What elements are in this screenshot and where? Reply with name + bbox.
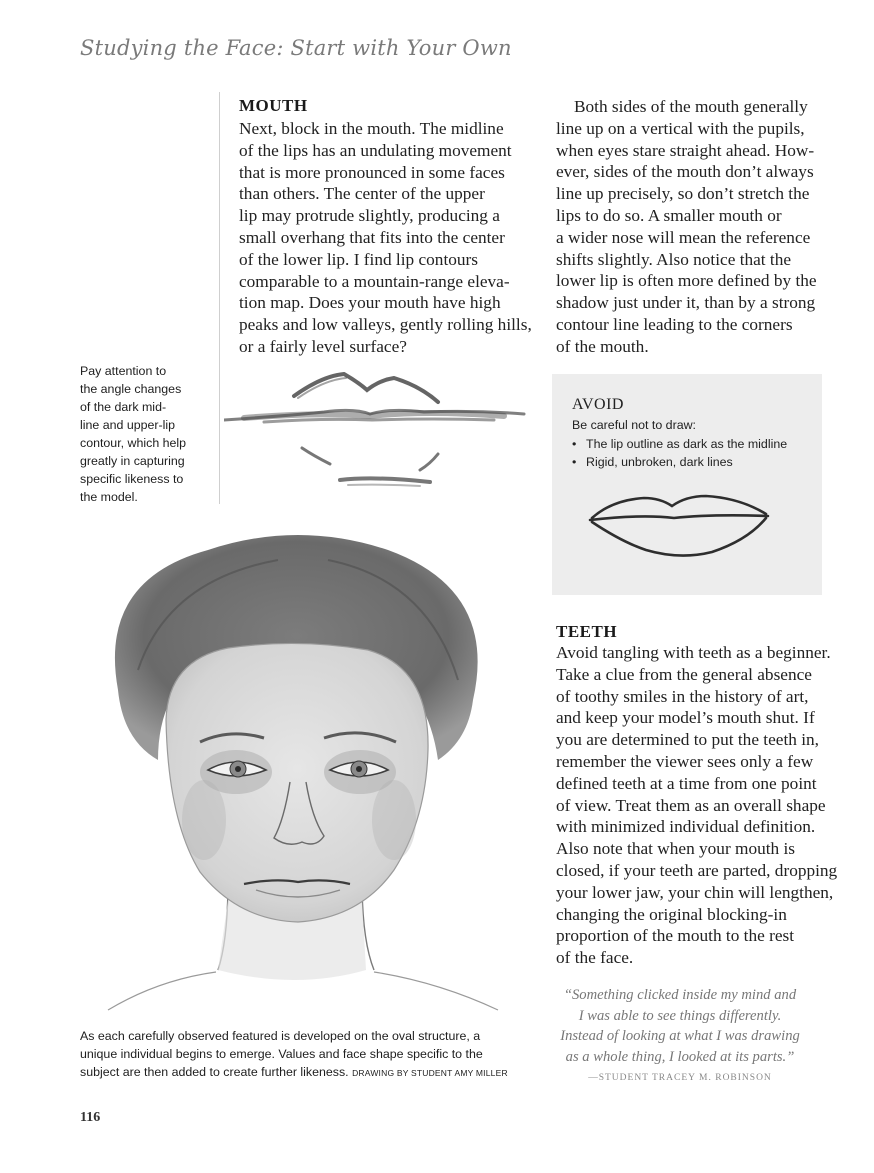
caption-line: of the dark mid- bbox=[80, 400, 167, 414]
caption-line: unique individual begins to emerge. Values and face shape specific to the bbox=[80, 1047, 483, 1061]
caption-line: As each carefully observed featured is developed on the oval structure, a bbox=[80, 1029, 481, 1043]
portrait-caption bbox=[80, 1027, 540, 1082]
text-line: remember the viewer sees only a few bbox=[556, 751, 814, 771]
text-line: comparable to a mountain-range eleva- bbox=[239, 271, 510, 291]
text-line: defined teeth at a time from one point bbox=[556, 773, 817, 793]
teeth-heading: TEETH bbox=[556, 622, 618, 641]
lips-sketch bbox=[224, 368, 534, 498]
caption-line: line and upper-lip bbox=[80, 418, 176, 432]
text-line: line up on a vertical with the pupils, bbox=[556, 118, 805, 138]
avoid-lips-sketch bbox=[582, 488, 782, 568]
quote-line: I was able to see things differently. bbox=[578, 1007, 782, 1024]
avoid-box bbox=[552, 374, 822, 595]
text-line: lips to do so. A smaller mouth or bbox=[556, 205, 782, 225]
text-line: lower lip is often more defined by the bbox=[556, 271, 817, 291]
text-line: of the lower lip. I find lip contours bbox=[239, 249, 479, 269]
quote-line: as a whole thing, I looked at its parts.” bbox=[565, 1048, 795, 1065]
text-line: contour line leading to the corners bbox=[556, 314, 793, 334]
caption-line: Pay attention to bbox=[80, 364, 167, 378]
text-line: Next, block in the mouth. The midline bbox=[239, 119, 504, 138]
text-line: you are determined to put the teeth in, bbox=[556, 730, 819, 750]
text-line: of view. Treat them as an overall shape bbox=[556, 795, 826, 815]
bullet-icon: • bbox=[572, 455, 577, 469]
text-line: a wider nose will mean the reference bbox=[556, 227, 811, 247]
bullet-icon: • bbox=[572, 437, 577, 451]
text-line: peaks and low valleys, gently rolling hills, bbox=[239, 315, 532, 335]
lips-caption bbox=[80, 362, 215, 506]
text-line: of the lips has an undulating movement bbox=[239, 140, 512, 160]
text-line: Both sides of the mouth generally bbox=[574, 97, 808, 116]
caption-line: contour, which help bbox=[80, 436, 187, 450]
text-line: Also note that when your mouth is bbox=[556, 839, 796, 859]
mouth-paragraph bbox=[239, 118, 539, 358]
column-divider bbox=[219, 92, 220, 504]
text-line: line up precisely, so don’t stretch the bbox=[556, 184, 810, 204]
text-line: or a fairly level surface? bbox=[239, 336, 407, 356]
text-line: shifts slightly. Also notice that the bbox=[556, 249, 792, 269]
caption-line: the model. bbox=[80, 490, 138, 504]
text-line: proportion of the mouth to the rest bbox=[556, 926, 795, 946]
text-line: tion map. Does your mouth have high bbox=[239, 293, 501, 313]
text-line: changing the original blocking-in bbox=[556, 904, 787, 924]
quote-line: Instead of looking at what I was drawing bbox=[560, 1028, 800, 1044]
portrait-drawing bbox=[78, 520, 528, 1020]
mouth-heading: MOUTH bbox=[239, 96, 308, 115]
text-line: of the face. bbox=[556, 948, 634, 968]
text-line: shadow just under it, than by a strong bbox=[556, 293, 816, 313]
avoid-item bbox=[572, 453, 817, 471]
text-line: with minimized individual definition. bbox=[556, 817, 816, 837]
avoid-list bbox=[572, 435, 817, 471]
text-line: of the mouth. bbox=[556, 336, 649, 356]
drawing-credit: DRAWING BY STUDENT AMY MILLER bbox=[352, 1068, 508, 1078]
avoid-title: AVOID bbox=[572, 396, 624, 413]
text-line: closed, if your teeth are parted, dropping bbox=[556, 860, 838, 880]
avoid-item-text: Rigid, unbroken, dark lines bbox=[586, 455, 733, 469]
text-line: when eyes stare straight ahead. How- bbox=[556, 140, 815, 160]
caption-line: greatly in capturing bbox=[80, 454, 185, 468]
text-line: lip may protrude slightly, producing a bbox=[239, 206, 500, 226]
avoid-item-text: The lip outline as dark as the midline bbox=[586, 437, 788, 451]
avoid-item bbox=[572, 435, 817, 453]
text-line: and keep your model’s mouth shut. If bbox=[556, 708, 815, 728]
caption-line: the angle changes bbox=[80, 382, 182, 396]
text-line: small overhang that fits into the center bbox=[239, 227, 505, 247]
text-line: Avoid tangling with teeth as a beginner. bbox=[556, 643, 831, 662]
quote-credit: —STUDENT TRACEY M. ROBINSON bbox=[588, 1073, 772, 1083]
text-line: of toothy smiles in the history of art, bbox=[556, 686, 809, 706]
text-line: than others. The center of the upper bbox=[239, 184, 485, 204]
text-line: ever, sides of the mouth don’t always bbox=[556, 162, 814, 182]
text-line: Take a clue from the general absence bbox=[556, 664, 812, 684]
quote-line: “Something clicked inside my mind and bbox=[563, 987, 797, 1003]
mouth-alignment-paragraph bbox=[556, 96, 836, 358]
student-quote bbox=[530, 985, 830, 1067]
caption-line bbox=[80, 1063, 540, 1082]
page-number: 116 bbox=[80, 1110, 101, 1125]
page-header-title: Studying the Face: Start with Your Own bbox=[80, 36, 512, 60]
text-line: your lower jaw, your chin will lengthen, bbox=[556, 882, 834, 902]
avoid-subtitle: Be careful not to draw: bbox=[572, 418, 696, 432]
text-line: that is more pronounced in some faces bbox=[239, 162, 505, 182]
caption-line: specific likeness to bbox=[80, 472, 184, 486]
caption-text: subject are then added to create further likeness. bbox=[80, 1065, 349, 1079]
teeth-paragraph bbox=[556, 642, 846, 969]
